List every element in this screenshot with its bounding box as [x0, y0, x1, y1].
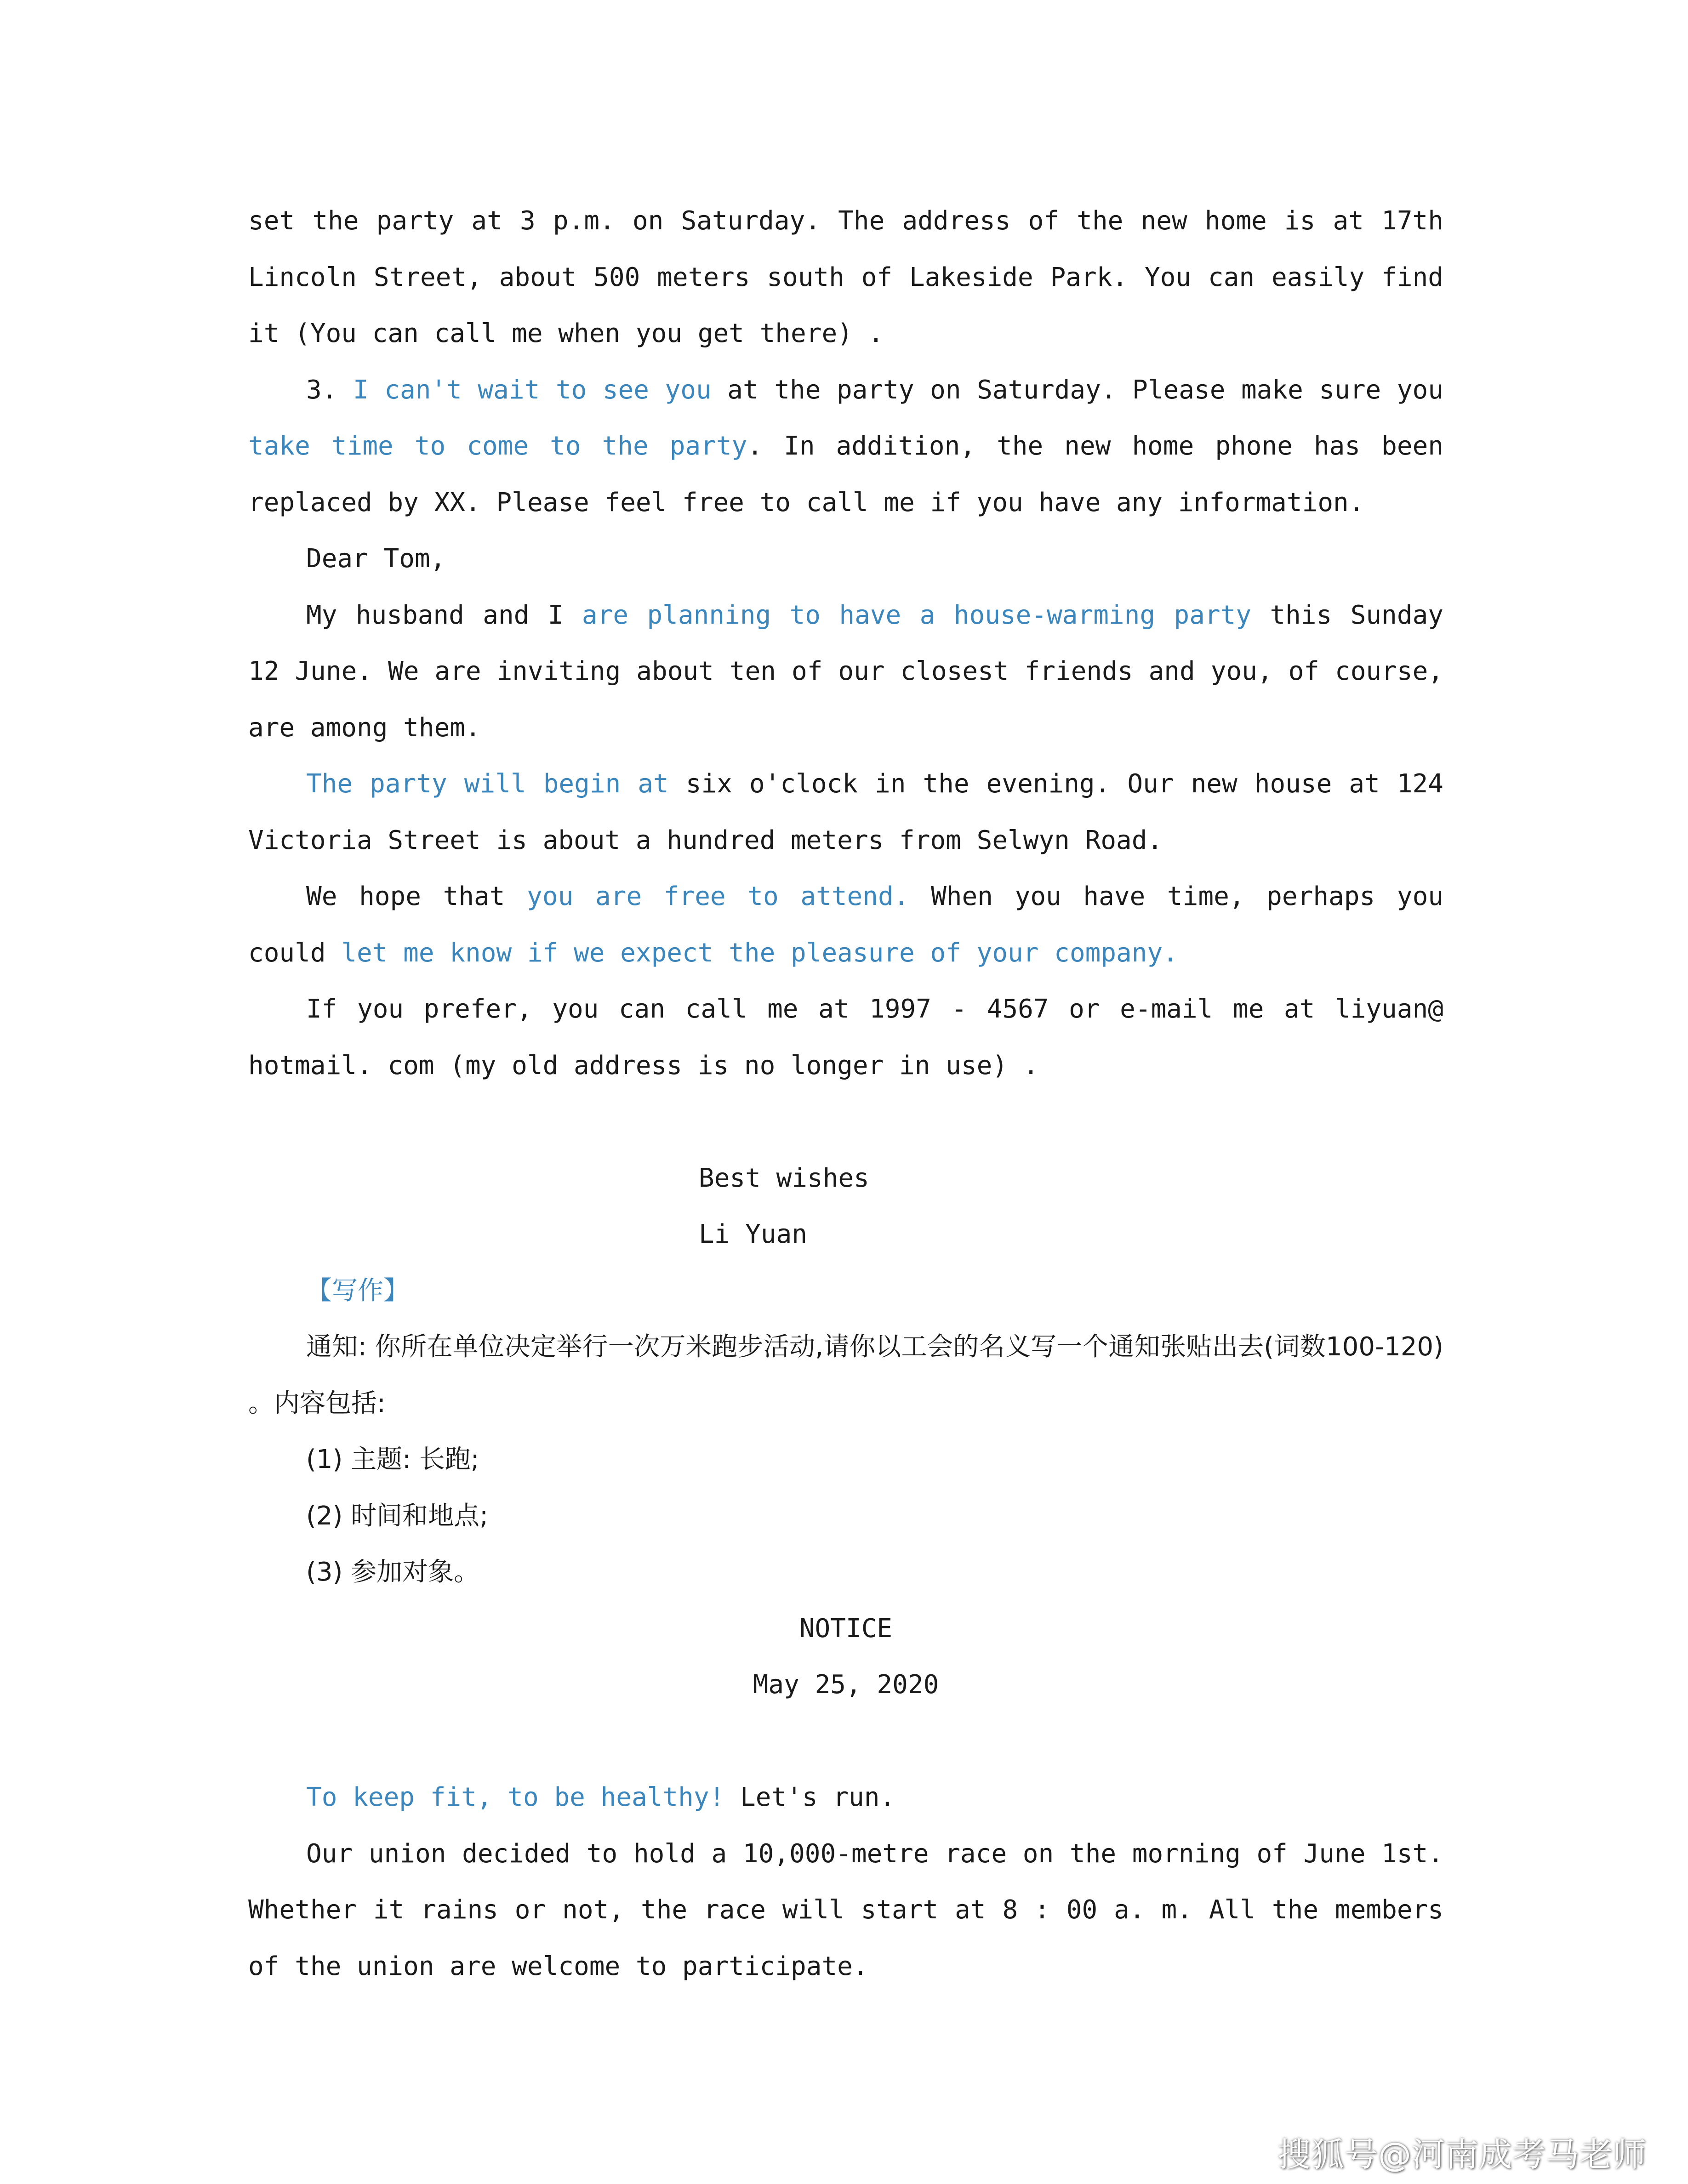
paragraph-text: My husband and I	[306, 600, 582, 630]
paragraph-text: six o'clock in the evening. Our new house at 124 Victoria Street is about a hundred meters from Selwyn Road.	[248, 769, 1443, 855]
spacer	[248, 1094, 1443, 1150]
notice-title: NOTICE	[799, 1613, 893, 1644]
paragraph-text: at the party on Saturday. Please make sure you	[711, 375, 1443, 405]
letter-signature: Li Yuan	[699, 1219, 808, 1249]
paragraph-text: . In addition, the new home phone has been replaced by XX. Please feel free to call me if you have any information.	[248, 431, 1443, 518]
spacer	[248, 1713, 1443, 1770]
paragraph-text: If you prefer, you can call me at 1997 - 4567 or e-mail me at liyuan@ hotmail. com (my old address is no longer in use) .	[248, 994, 1443, 1081]
notice-paragraph-2	[248, 1826, 1443, 1995]
paragraph-text: this Sunday 12 June. We are inviting about ten of our closest friends and you, of course, are among them.	[248, 600, 1443, 743]
highlight-phrase: are planning to have a house-warming party	[582, 600, 1252, 630]
highlight-phrase: let me know if we expect the pleasure of your company.	[341, 938, 1178, 968]
letter-greeting: Dear Tom,	[306, 544, 446, 574]
highlight-phrase: The party will begin at	[306, 769, 669, 799]
paragraph-text: Our union decided to hold a 10,000-metre race on the morning of June 1st. Whether it rains or not, the race will start at 8 : 00 a. m. All the members of the union are welcome to participate.	[248, 1838, 1443, 1981]
paragraph-point-3	[248, 362, 1443, 531]
paragraph-text: set the party at 3 p.m. on Saturday. The address of the new home is at 17th Lincoln Street, about 500 meters south of Lakeside Park. You can easily find it (You can call me when you get there) .	[248, 206, 1443, 348]
notice-paragraph-1	[248, 1769, 1443, 1826]
highlight-phrase: To keep fit, to be healthy!	[306, 1782, 725, 1812]
letter-paragraph-3	[248, 869, 1443, 981]
writing-item-1: (1) 主题: 长跑;	[306, 1445, 479, 1474]
letter-paragraph-1	[248, 587, 1443, 756]
notice-date: May 25, 2020	[753, 1670, 939, 1700]
highlight-phrase: I can't wait to see you	[353, 375, 712, 405]
document-body	[248, 193, 1443, 1995]
paragraph-text: When you have time, perhaps you could	[248, 882, 1443, 968]
letter-paragraph-4	[248, 981, 1443, 1094]
paragraph-text: Let's run.	[724, 1782, 895, 1812]
watermark: 搜狐号@河南成考马老师	[1277, 2135, 1647, 2174]
section-heading-writing: 【写作】	[306, 1275, 409, 1306]
writing-prompt: 通知: 你所在单位决定举行一次万米跑步活动,请你以工会的名义写一个通知张贴出去(词数100-120) 。内容包括:	[248, 1332, 1443, 1418]
paragraph-text: We hope that	[306, 882, 527, 911]
writing-item-2: (2) 时间和地点;	[306, 1501, 488, 1531]
point-number: 3.	[306, 375, 353, 405]
writing-item-3: (3) 参加对象。	[306, 1557, 480, 1587]
letter-closing: Best wishes	[699, 1163, 869, 1193]
paragraph-party-time	[248, 193, 1443, 362]
highlight-phrase: you are free to attend.	[527, 882, 909, 911]
highlight-phrase: take time to come to the party	[248, 431, 747, 461]
letter-paragraph-2	[248, 756, 1443, 869]
